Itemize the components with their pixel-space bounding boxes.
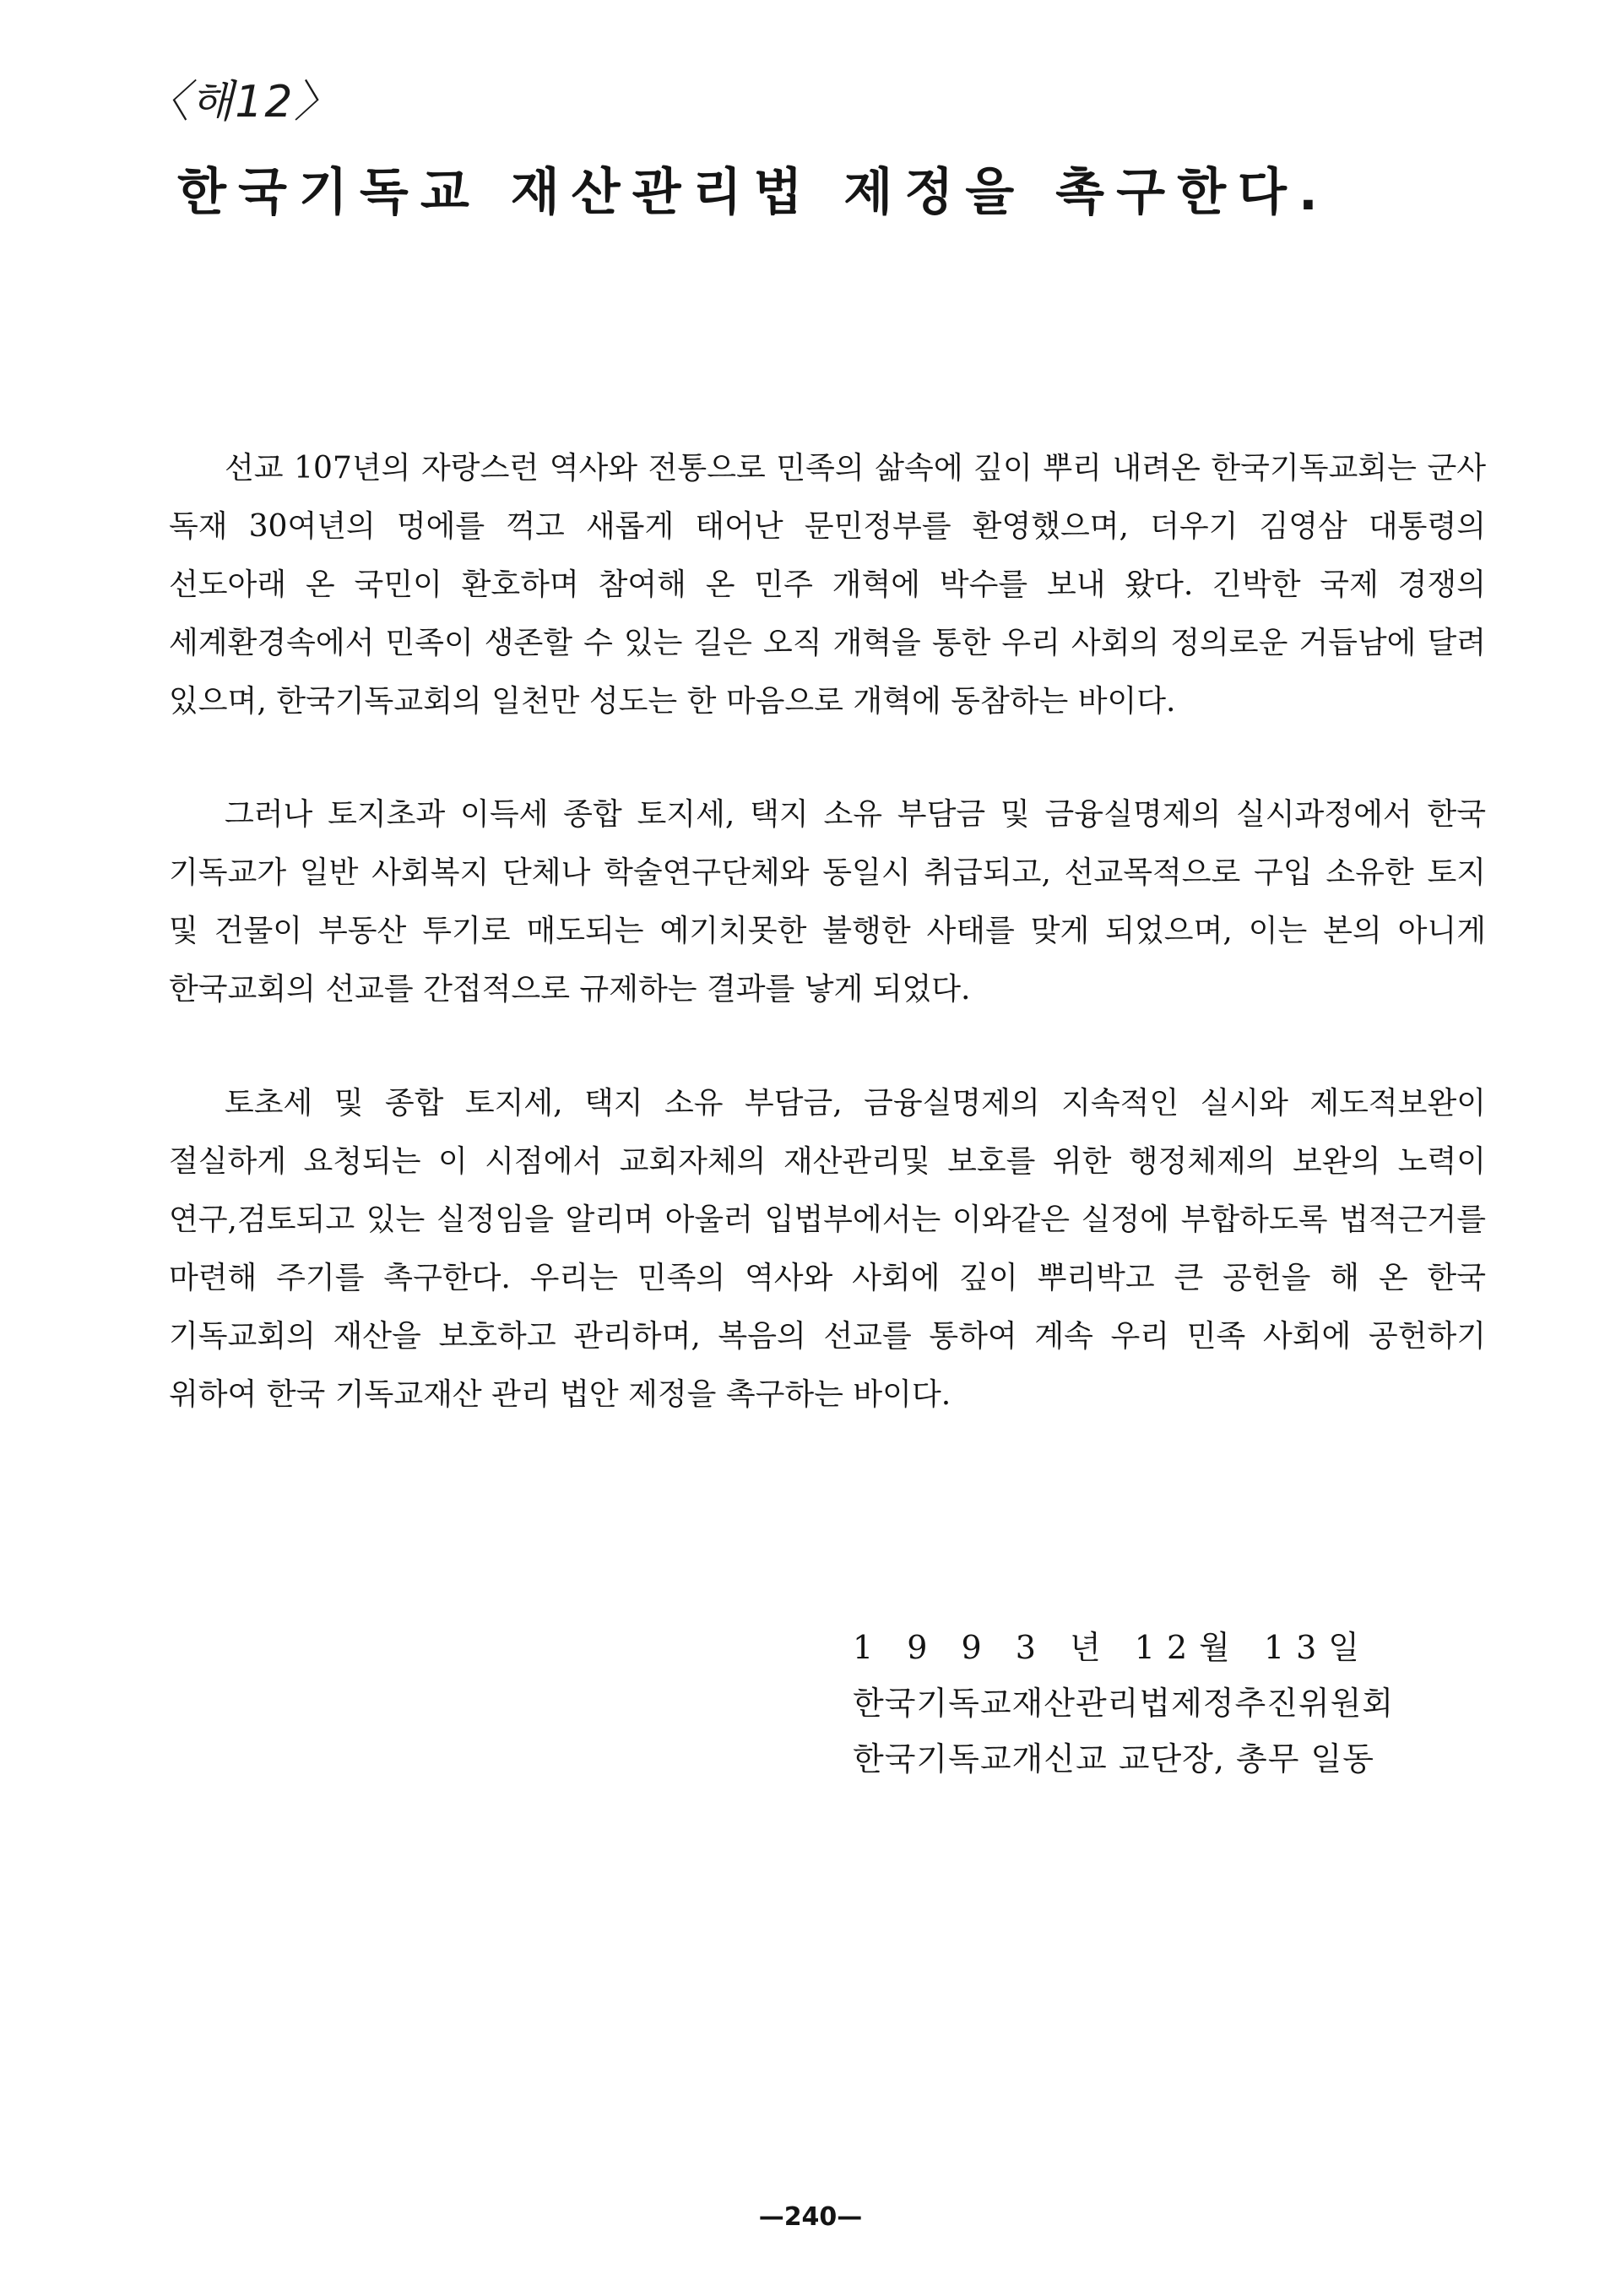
- signature-signers: 한국기독교개신교 교단장, 총무 일동: [853, 1740, 1374, 1778]
- document-title: 한국기독교 재산관리법 제정을 촉구한다.: [177, 163, 1330, 222]
- body-paragraph: 선교 107년의 자랑스런 역사와 전통으로 민족의 삶속에 깊이 뿌리 내려온 한국기독교회는 군사 독재 30여년의 멍에를 꺽고 새롭게 태어난 문민정부를 환영했으며, 더우기 김영삼 대통령의 선도아래 온 국민이 환호하며 참여해 온 민주 개혁에 박수를 보내 왔다. 긴박한 국제 경쟁의 세계환경속에서 민족이 생존할 수 있는 길은 오직 개혁을 통한 우리 사회의 정의로운 거듭남에 달려 있으며, 한국기독교회의 일천만 성도는 한 마음으로 개혁에 동참하는 바이다.: [169, 451, 1486, 719]
- signature-date: 1 9 9 3 년 12월 13일: [853, 1629, 1372, 1666]
- handwritten-note: 〈해12〉: [145, 77, 340, 128]
- body-paragraph: 토초세 및 종합 토지세, 택지 소유 부담금, 금융실명제의 지속적인 실시와 제도적보완이 절실하게 요청되는 이 시점에서 교회자체의 재산관리및 보호를 위한 행정체제의 보완의 노력이 연구,검토되고 있는 실정임을 알리며 아울러 입법부에서는 이와같은 실정에 부합하도록 법적근거를 마련해 주기를 촉구한다. 우리는 민족의 역사와 사회에 깊이 뿌리박고 큰 공헌을 해 온 한국 기독교회의 재산을 보호하고 관리하며, 복음의 선교를 통하여 계속 우리 민족 사회에 공헌하기 위하여 한국 기독교재산 관리 법안 제정을 촉구하는 바이다.: [169, 1086, 1486, 1412]
- body-paragraph: 그러나 토지초과 이득세 종합 토지세, 택지 소유 부담금 및 금융실명제의 실시과정에서 한국 기독교가 일반 사회복지 단체나 학술연구단체와 동일시 취급되고, 선교목적으로 구입 소유한 토지 및 건물이 부동산 투기로 매도되는 예기치못한 불행한 사태를 맞게 되었으며, 이는 본의 아니게 한국교회의 선교를 간접적으로 규제하는 결과를 낳게 되었다.: [169, 797, 1486, 1007]
- paragraph-block-3: [169, 1074, 1486, 1424]
- signature-block: [853, 1620, 1444, 1787]
- paragraph-block-1: [169, 439, 1486, 730]
- page-number: —240—: [758, 2202, 863, 2232]
- paragraph-block-2: [169, 785, 1486, 1018]
- signature-committee: 한국기독교재산관리법제정추진위원회: [853, 1685, 1395, 1722]
